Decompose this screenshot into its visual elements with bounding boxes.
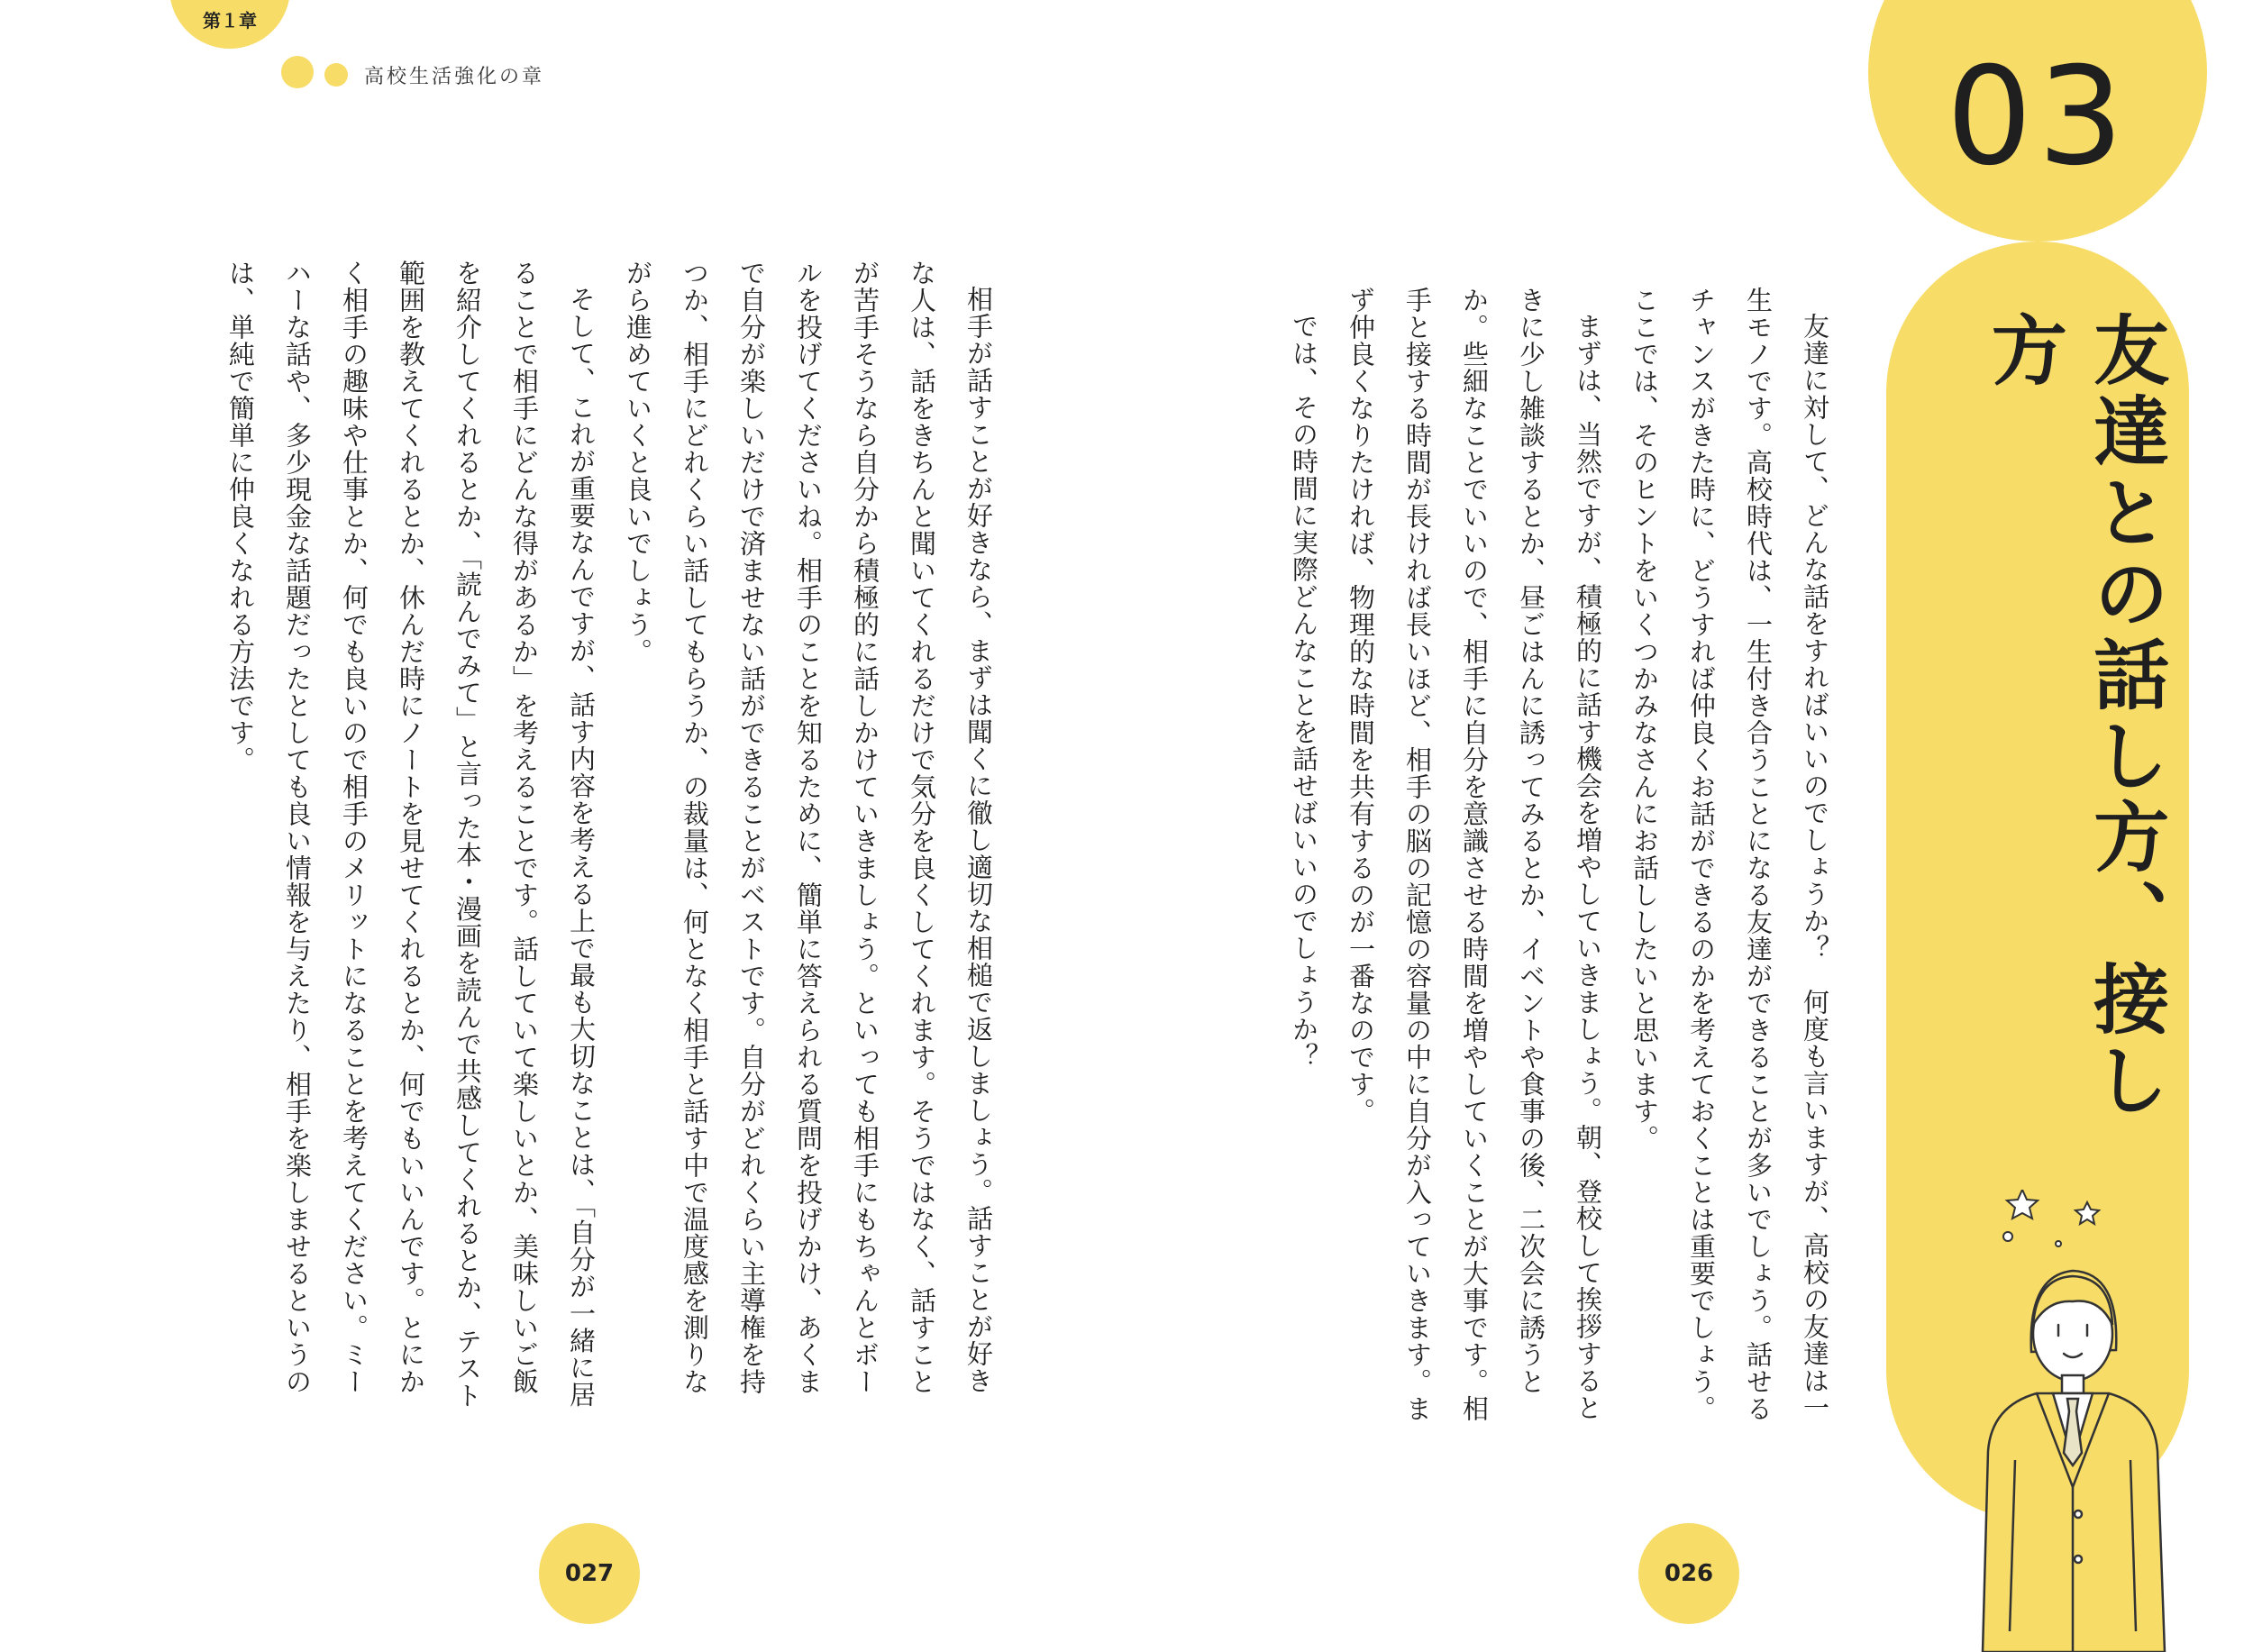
decorative-dot — [324, 63, 348, 87]
paragraph: では、その時間に実際どんなことを話せばいいのでしょうか？ — [1289, 313, 1319, 1070]
paragraph: まずは、当然ですが、積極的に話す機会を増やしていきましょう。朝、登校して挨拶するときに少し雑談するとか、昼ごはんに誘ってみるとか、イベントや食事の後、二次会に誘うとか。些細なことでいいので、相手に自分を意識させる時間を増やしていくことが大事です。相手と接する時間が長ければ長いほど、相手の脳の記憶の容量の中に自分が入っていきます。まず仲良くなりたければ、物理的な時間を共有するのが一番なのです。 — [1345, 287, 1603, 1422]
character-head — [2031, 1271, 2117, 1381]
paragraph: 相手が話すことが好きなら、まずは聞くに徹し適切な相槌で返しましょう。話すことが好きな人は、話をきちんと聞いてくれるだけで気分を良くしてくれます。そうではなく、話すことが苦手そうなら自分から積極的に話しかけていきましょう。といっても相手にもちゃんとボールを投げてくださいね。相手のことを知るために、簡単に答えられる質問を投げかけ、あくまで自分が楽しいだけで済ませない話ができることがベストです。自分がどれくらい主導権を持つか、相手にどれくらい話してもらうか、の裁量は、何となく相手と話す中で温度感を測りながら進めていくと良いでしょう。 — [623, 260, 994, 1395]
section-title: 友達との話し方、接し方 — [1979, 311, 2170, 1122]
page-number-right-label: 026 — [1664, 1560, 1714, 1587]
chapter-badge — [169, 0, 290, 49]
section-number: 03 — [1946, 39, 2130, 196]
chapter-badge-label: 第１章 — [203, 10, 257, 32]
paragraph: そして、これが重要なんですが、話す内容を考える上で最も大切なことは、「自分が一緒に居ることで相手にどんな得があるか」を考えることです。話していて楽しいとか、美味しいご飯を紹介してくれるとか、「読んでみて」と言った本・漫画を読んで共感してくれるとか、テスト範囲を教えてくれるとか、休んだ時にノートを見せてくれるとか、何でもいいんです。とにかく相手の趣味や仕事とか、何でも良いので相手のメリットになることを考えてください。ミーハーな話や、多少現金な話題だったとしても良い情報を与えたり、相手を楽しませるというのは、単純で簡単に仲良くなれる方法です。 — [225, 260, 597, 1410]
sparkle-icon — [2003, 1232, 2012, 1241]
chapter-title: 高校生活強化の章 — [364, 66, 545, 88]
star-icon — [2007, 1190, 2099, 1224]
decorative-dot — [281, 56, 314, 88]
right-page-body — [1275, 287, 1843, 1440]
student-illustration — [1965, 1190, 2181, 1652]
page-number-left-label: 027 — [564, 1560, 615, 1587]
paragraph: 友達に対して、どんな話をすればいいのでしょうか？ 何度も言いますが、高校の友達は一生モノです。高校時代は、一生付き合うことになる友達ができることが多いでしょう。話せるチャンスがきた時に、どうすれば仲良くお話ができるのかを考えておくことは重要でしょう。ここでは、そのヒントをいくつかみなさんにお話ししたいと思います。 — [1629, 287, 1830, 1422]
page-number-left — [539, 1523, 640, 1624]
page-number-right — [1638, 1523, 1739, 1624]
left-page-body — [227, 260, 1007, 1413]
sparkle-icon — [2056, 1241, 2061, 1246]
character-body — [1983, 1375, 2165, 1652]
